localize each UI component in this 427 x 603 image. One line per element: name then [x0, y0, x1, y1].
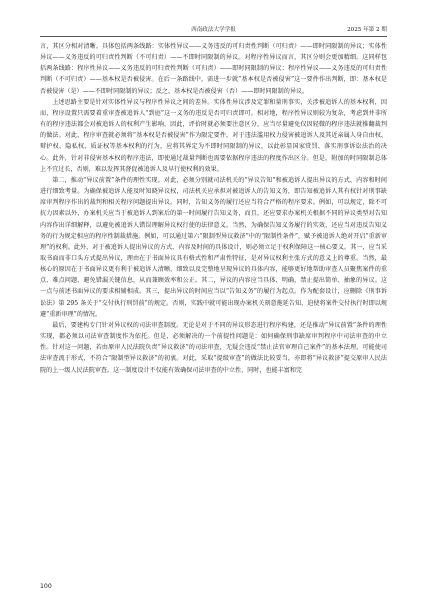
article-body: [40, 41, 387, 577]
journal-title: 西南政法大学学报: [191, 27, 236, 33]
body-paragraph: 言，其区分相对清晰。具体包括两条线路：实体性异议——义务违反的可归责性判断（可归责）——即时同限制的异议；实体性异议——义务违反的可归责性判断（不可归责）——不即时同限制的异议。对程序性异议而言，其区分则会更加精细。这同样包括两条线路：程序性异议——义务违反的可归责性判断（可归责）——即时同限制的异议；程序性异议——义务违反的可归责性判断（不可归责）——基本权是否被侵害。在后一条路线中，需进一步就“基本权是否被侵害”这一要件作出判断，即：基本权是否被侵害（是）——不即时同限制的异议；反之，基本权是否被侵害（否）——即时同限制的异议。: [40, 43, 387, 95]
body-paragraph: 最后，要建构专门针对异议权的司法审查制度。无论是对于不同的异议形态进行程序构建，还是推动“异议前置”条件的理性实现，都必须以司法审查制度作为依托。但是，必须解决的一个前提性问题是：如何确保刑事缺席审判程序中司法审查的中立性。针对这一问题，若由原审人民法院负责“异议救济”的司法审查，无疑会违反“禁止法官审理自己案件”的基本法理，可能使司法审查流于形式，不符合“限制型异议救济”的初衷。对此，采取“提级审查”的做法比较妥当，亦即将“异议救济”提交原审人民法院的上一级人民法院审查。这一制度设计不仅能有效确保司法审查的中立性，同时，也能丰富和完: [40, 321, 387, 374]
body-paragraph: 第二，推动“异议前置”条件的理性实现。对此，必须分别就司法机关的“异议告知”和被追诉人提出异议的方式、内容和时间进行细致考量。为确保被追诉人能及时知晓异议权，司法机关应承担对被追诉人的告知义务，即告知被追诉人其有权针对刑事缺席审判程序作出的裁判和相关程序问题提出异议。同时，告知义务的履行还应当符合严格的程序要求。例如，可以规定，除不可抗力因素以外，办案机关应当于被追诉人到案后的第一时间履行告知义务，而且，还应要求办案机关根据不同的异议类型对告知内容作出详细解释，以避免被追诉人错误理解异议权行使的法律意义。当然，为确保告知义务履行的实效，还应当对违反告知义务的行为规定相应的程序性制裁措施。例如，可以通过第六“限制型异议救济”中的“限制性条件”，赋予被追诉人绝对开启“重新审理”的权利。此外，对于被追诉人提出异议的方式、内容及时间的具体设计，则必须立足于权利保障这一核心要义。其一，应当采取书面而非口头方式提出异议，理由在于书面异议具有格式性和严肃性特征，是对异议权利主张方式的意义上的尊重。当然，最核心的原因在于书面异议更有利于被追诉人清晰、细致以及完整地呈现异议的具体内容，能够更好地帮助审查人员聚焦案件的重点、难点问题，避免错漏关键信息，从而兼顾效率和公正。其二，异议的内容应当具体、明确，禁止提出简单、抽象的异议。这一点与前述书面异议的要求相辅相成。其三，提出异议的时间应当以“告知义务”的履行为起点。作为配套设计，应删除《刑事诉讼法》第 295 条关于“交付执行刑罚前”的规定。否则，实践中就可能出现办案机关刻意拖延告知，迫使将案件交付执行时即以规避“重新审理”的情况。: [40, 176, 387, 318]
running-header: [40, 25, 387, 35]
body-paragraph: 上述思路主要是针对实体性异议与程序性异议之间的差异。实体性异议涉及定罪和量刑事实，关涉被追诉人的基本权利，因而，程序设置只需要着重审查被追诉人“到庭”这一义务的违反是否可归责即可。相对地，程序性异议则较为复杂，考虑到并非所有的程序违法都会对被追诉人的权利产生影响，因此，评价时就必须要注意区分，应当尽量避免仅因轻微的程序违法就推翻裁判的做法。对此，程序审查就必须将“基本权是否被侵害”作为限定要件，对于违法滥用权力侵害被追诉人及其近亲属人身自由权、辩护权、隐私权、质证权等基本权利的行为，应将其界定为不即时同限制的异议，以此彰显国家赏罚、落实刑事诉讼法治的决心。此外，针对非侵害基本权的程序违法，即使通过裁量判断也需要依据程序违法的程度作出区分。但是，附加的时同限制总体上不宜过长，否则，难以发挥其督促被追诉人及早行使权利的效果。: [40, 98, 387, 173]
header-divider: [40, 36, 387, 37]
issue-label: 2025 年第 2 期: [347, 27, 387, 33]
page-number: 100: [40, 583, 52, 590]
